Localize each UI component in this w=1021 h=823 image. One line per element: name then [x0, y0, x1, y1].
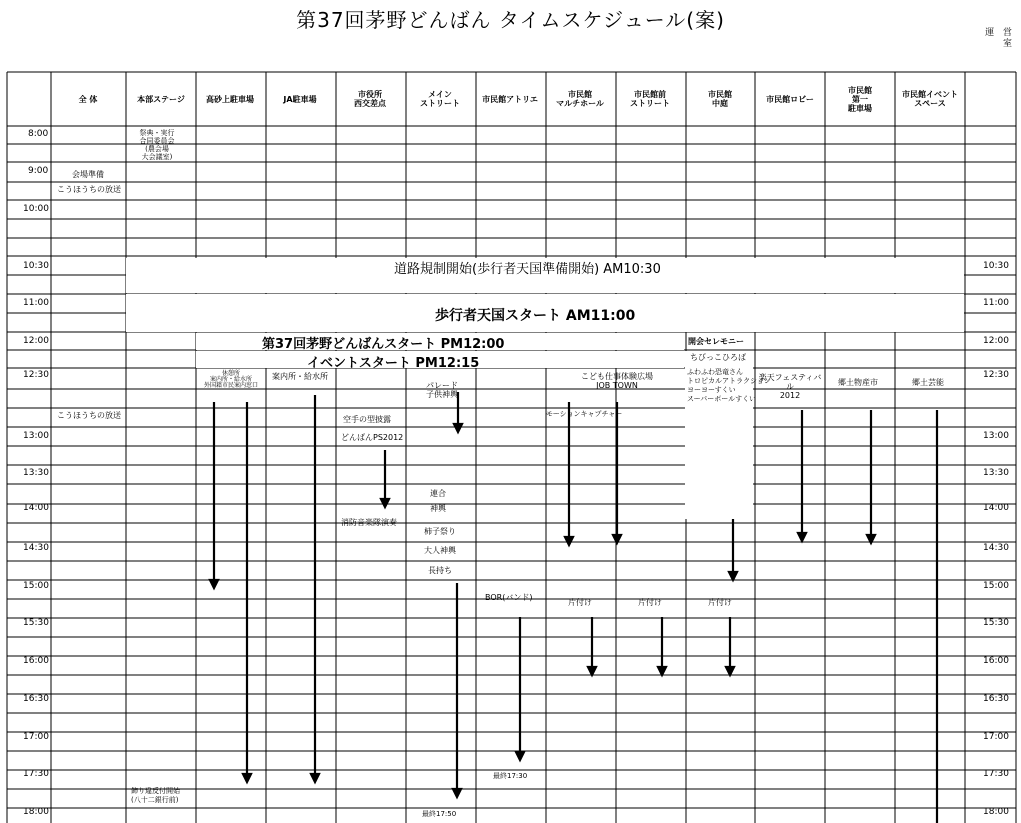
time-left: 8:00: [28, 129, 49, 139]
time-right: 12:30: [983, 370, 1009, 380]
time-left: 9:00: [28, 166, 49, 176]
time-right: 11:00: [983, 298, 1009, 308]
event-shobo: 消防音楽隊演奏: [341, 518, 397, 527]
col-header-multihall: 市民館 マルチホール: [556, 90, 604, 108]
time-left: 15:00: [23, 581, 49, 591]
col-header-shiyakusho: 市役所 西交差点: [354, 90, 386, 108]
event-final-1: 最終17:30: [493, 772, 528, 780]
col-header-takasago: 高砂上駐車場: [206, 95, 254, 104]
event-ceremony: 祭典・実行 合同委員会 (農会場 大会議室): [139, 129, 175, 161]
col-header-parking1: 市民館 第一 駐車場: [848, 86, 872, 113]
time-right: 10:30: [983, 261, 1009, 271]
event-return: 飾り違反付開始 (八十二銀行前): [131, 787, 180, 804]
event-rengo: 連合: [430, 489, 446, 498]
event-broadcast-2: こうほうちの放送: [57, 411, 121, 420]
event-kanmi: 柿子祭り: [424, 527, 456, 536]
col-header-atelier: 市民館アトリエ: [482, 95, 538, 104]
event-parade: パレード 子供神輿: [426, 381, 458, 399]
event-takasago: 休憩所 案内所・給水所 外国籍市民案内窓口: [203, 370, 258, 389]
office-label: 運 営 室: [985, 28, 1015, 49]
event-bussan: 郷土物産市: [838, 378, 878, 387]
time-left: 18:00: [23, 807, 49, 817]
time-right: 16:00: [983, 656, 1009, 666]
col-header-overall: 全 体: [78, 95, 98, 104]
event-mikoshi: 神輿: [430, 504, 446, 513]
time-right: 16:30: [983, 694, 1009, 704]
event-karate: 空手の型披露: [343, 415, 391, 424]
time-left: 10:30: [23, 261, 49, 271]
event-katazuke-2: 片付け: [638, 598, 662, 607]
time-right: 14:00: [983, 503, 1009, 513]
event-ja-info: 案内所・給水所: [272, 372, 328, 381]
time-left: 15:30: [23, 618, 49, 628]
event-venue-prep: 会場準備: [72, 170, 104, 179]
event-chibikko: ちびっこひろば: [690, 353, 746, 362]
time-left: 12:00: [23, 336, 49, 346]
time-right: 17:30: [983, 769, 1009, 779]
time-left: 14:00: [23, 503, 49, 513]
time-right: 17:00: [983, 732, 1009, 742]
time-left: 14:30: [23, 543, 49, 553]
col-header-event-space: 市民館イベント スペース: [902, 90, 958, 108]
event-opening-ceremony: 開会セレモニー: [688, 337, 744, 346]
time-right: 15:00: [983, 581, 1009, 591]
event-motion: モーションキャプチャー: [546, 410, 623, 418]
col-header-honbu: 本部ステージ: [137, 95, 185, 104]
time-left: 13:00: [23, 431, 49, 441]
time-right: 15:30: [983, 618, 1009, 628]
event-katazuke-1: 片付け: [568, 598, 592, 607]
col-header-lobby: 市民館ロビー: [766, 95, 814, 104]
time-right: 13:30: [983, 468, 1009, 478]
event-nagamochi: 長持ち: [428, 566, 452, 575]
event-rakuten: 楽天フェスティバル 2012: [758, 373, 822, 400]
time-left: 11:00: [23, 298, 49, 308]
document-title: 第37回茅野どんばん タイムスケジュール(案): [296, 8, 725, 32]
col-header-nakaniwa: 市民館 中庭: [708, 90, 732, 108]
time-left: 10:00: [23, 204, 49, 214]
time-left: 17:30: [23, 769, 49, 779]
banner-donban-start: 第37回茅野どんばんスタート PM12:00: [262, 337, 505, 352]
banner-event-start: イベントスタート PM12:15: [307, 356, 480, 371]
event-fuwafuwa: ふわふわ恐竜さん トロピカルアトラクション ヨーヨーすくい スーパーボールすくい: [687, 368, 771, 403]
time-left: 12:30: [23, 370, 49, 380]
time-right: 13:00: [983, 431, 1009, 441]
event-band: BOR(バンド): [485, 593, 533, 602]
banner-road-closure: 道路規制開始(歩行者天国準備開始) AM10:30: [394, 262, 661, 277]
col-header-mae-street: 市民館前 ストリート: [630, 90, 670, 108]
time-right: 18:00: [983, 807, 1009, 817]
col-header-main-street: メイン ストリート: [420, 90, 460, 108]
time-left: 13:30: [23, 468, 49, 478]
banner-pedestrian: 歩行者天国スタート AM11:00: [435, 308, 636, 324]
time-right: 14:30: [983, 543, 1009, 553]
event-otona: 大人神輿: [424, 546, 456, 555]
event-geino: 郷土芸能: [912, 378, 944, 387]
event-broadcast-1: こうほうちの放送: [57, 185, 121, 194]
event-final-2: 最終17:50: [422, 810, 457, 818]
time-left: 16:30: [23, 694, 49, 704]
time-right: 12:00: [983, 336, 1009, 346]
time-left: 16:00: [23, 656, 49, 666]
event-children-town: こども仕事体験広場 JOB TOWN: [581, 372, 653, 390]
col-header-ja: JA駐車場: [283, 95, 317, 104]
event-katazuke-3: 片付け: [708, 598, 732, 607]
event-donbanps: どんばんPS2012: [341, 433, 404, 442]
time-left: 17:00: [23, 732, 49, 742]
